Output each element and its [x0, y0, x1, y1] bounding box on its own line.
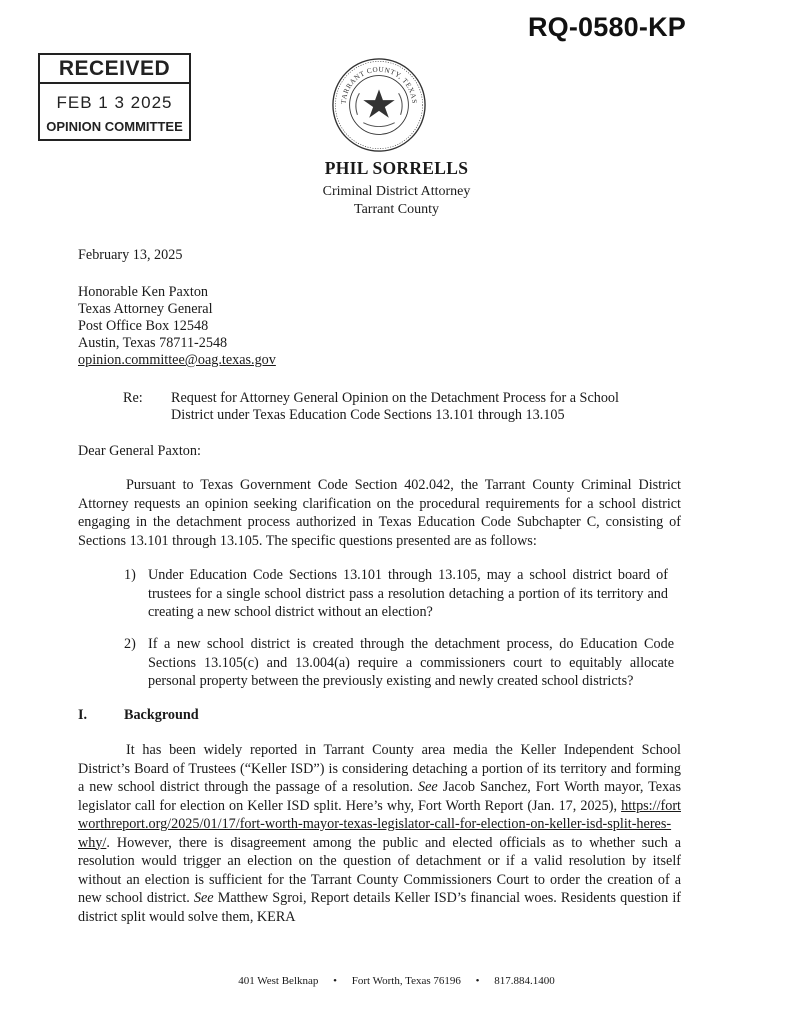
question-number: 2)	[124, 636, 136, 652]
background-text: . However, there is disagreement among the public and elected officials as to whether such a resolution would trigger an election on the question of detachment or if a valid resolution by itself without an election is sufficient for the Tarrant County Commissioners Court to order the creation of a new school district.	[78, 834, 681, 906]
received-stamp	[38, 53, 191, 141]
footer	[0, 975, 793, 987]
letterhead-name: PHIL SORRELLS	[324, 158, 469, 178]
re-label: Re:	[123, 390, 143, 406]
background-text: Jacob Sanchez, Fort Worth mayor, Texas legislator call for election on Keller ISD split. Here’s why, Fort Worth Report (Jan. 17, 2025),	[78, 779, 681, 814]
background-paragraph	[78, 741, 681, 926]
section-heading: Background	[124, 707, 199, 723]
footer-city: Fort Worth, Texas 76196	[351, 975, 461, 987]
letterhead-title: Criminal District Attorney	[322, 184, 471, 199]
footer-separator: •	[333, 975, 337, 987]
see-signal: See	[418, 779, 438, 795]
stamp-date: FEB 1 3 2025	[56, 93, 173, 112]
salutation: Dear General Paxton:	[78, 443, 201, 459]
recipient-email-link[interactable]: opinion.committee@oag.texas.gov	[78, 352, 276, 368]
background-text: Matthew Sgroi, Report details Keller ISD’s financial woes. Residents question if district split would solve them, KERA	[78, 890, 681, 925]
stamp-committee-label: OPINION COMMITTEE	[46, 119, 183, 134]
recipient-city: Austin, Texas 78711-2548	[78, 335, 228, 351]
footer-address: 401 West Belknap	[238, 975, 319, 987]
question-text: If a new school district is created through the detachment process, do Education Code Sections 13.105(c) and 13.004(a) require a commissioners court to equitably allocate personal property between the previously existing and newly created school districts?	[148, 636, 674, 689]
intro-paragraph: Pursuant to Texas Government Code Section 402.042, the Tarrant County Criminal District Attorney requests an opinion seeking clarification on the procedural requirements for a school district engaging in the detachment process authorized in Texas Education Code Subchapter C, consisting of Sections 13.101 through 13.105. The specific questions presented are as follows:	[78, 477, 681, 549]
recipient-po-box: Post Office Box 12548	[78, 318, 209, 334]
county-seal-icon	[330, 56, 428, 154]
fort-worth-report-link[interactable]: https://fortworthreport.org/2025/01/17/fort-worth-mayor-texas-legislator-call-for-election-on-keller-isd-split-heres-why/	[78, 797, 681, 851]
recipient-name: Honorable Ken Paxton	[78, 284, 209, 300]
footer-separator: •	[475, 975, 480, 987]
recipient-title: Texas Attorney General	[78, 301, 213, 317]
re-subject-line2: District under Texas Education Code Sections 13.101 through 13.105	[171, 407, 565, 423]
re-subject-line1: Request for Attorney General Opinion on the Detachment Process for a School	[171, 390, 619, 406]
letter-date: February 13, 2025	[78, 247, 183, 263]
footer-phone: 817.884.1400	[494, 975, 555, 987]
letterhead-county: Tarrant County	[354, 202, 439, 217]
background-text: It has been widely reported in Tarrant County area media the Keller Independent School District’s Board of Trustees (“Keller ISD”) is considering detaching a portion of its territory and forming a new school district through the passage of a resolution.	[78, 742, 681, 795]
see-signal: See	[193, 890, 214, 906]
stamp-received-label: RECEIVED	[40, 57, 189, 84]
question-text: Under Education Code Sections 13.101 through 13.105, may a school district board of trustees for a single school district pass a resolution detaching a portion of its territory and creating a new school district without an election?	[148, 567, 668, 620]
document-id: RQ-0580-KP	[527, 12, 686, 42]
section-number: I.	[78, 707, 88, 723]
seal-text: TARRANT COUNTY, TEXAS	[339, 65, 419, 105]
question-number: 1)	[124, 567, 136, 583]
